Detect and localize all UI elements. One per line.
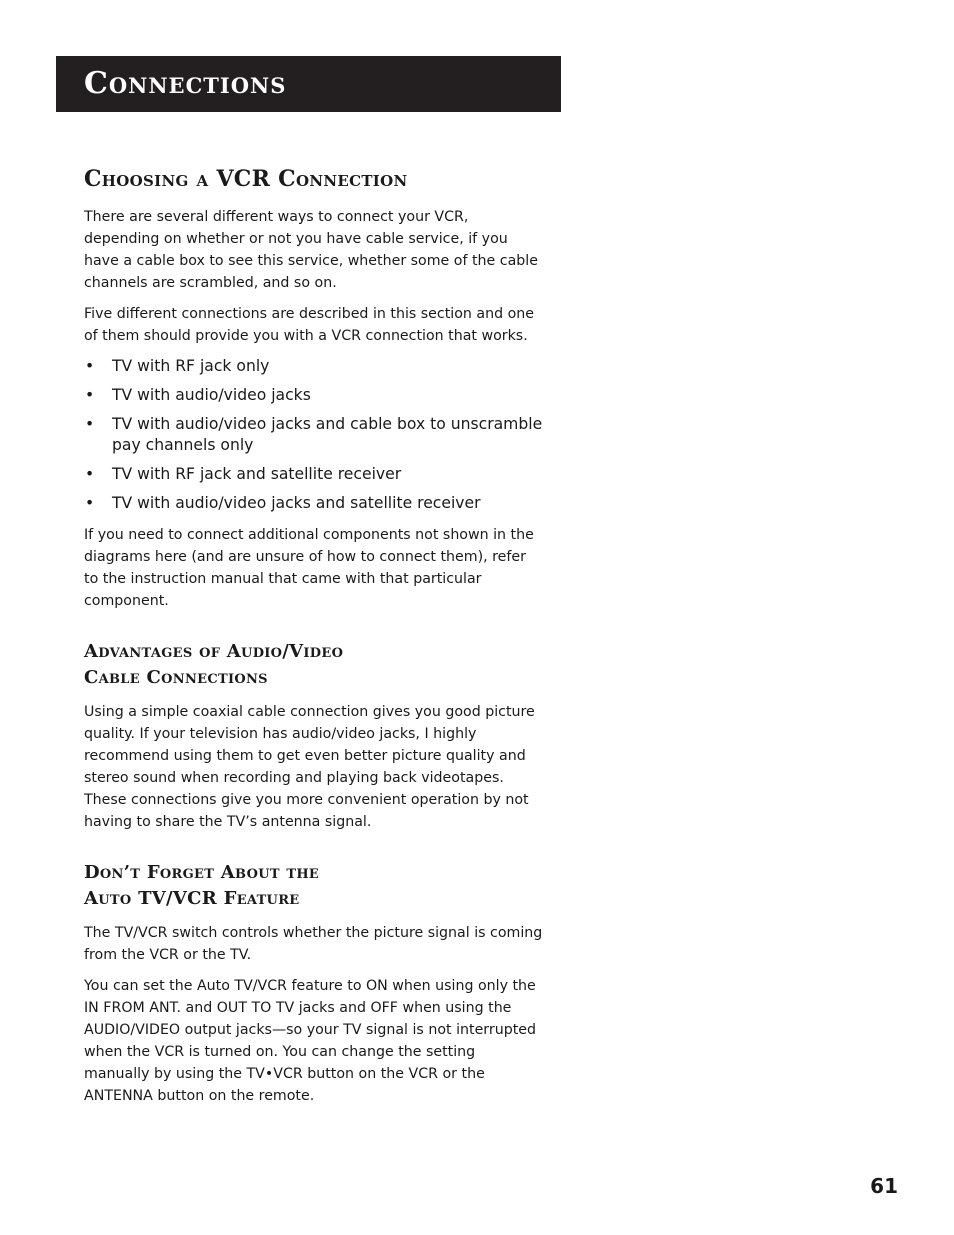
bullet-icon: • [85, 494, 95, 512]
heading-line: Cable Connections [84, 667, 268, 688]
list-item-text: TV with audio/video jacks and cable box to unscramble pay channels only [112, 415, 543, 454]
heading-line: Don’t Forget About the [84, 862, 320, 883]
choosing-paragraph-2: Five different connections are described in this section and one of them should provide you with a VCR connection that works. [84, 306, 534, 344]
bullet-icon: • [85, 386, 95, 404]
section-spacer [84, 621, 544, 639]
section-spacer [84, 842, 544, 860]
bullet-icon: • [85, 465, 95, 483]
heading-choosing-vcr-connection: Choosing a VCR Connection [84, 166, 408, 192]
choosing-paragraph-3: If you need to connect additional components not shown in the diagrams here (and are unsure of how to connect them), refer to the instruction manual that came with that particular component. [84, 527, 534, 609]
heading-auto-tv-vcr [84, 860, 544, 912]
heading-line: Auto TV/VCR Feature [84, 888, 300, 909]
list-item [84, 464, 544, 485]
list-item [84, 414, 544, 456]
list-item [84, 385, 544, 406]
page-title: Connections [84, 66, 287, 101]
heading-line: Advantages of Audio/Video [84, 641, 344, 662]
heading-advantages-av [84, 639, 544, 691]
list-item [84, 356, 544, 377]
list-item [84, 493, 544, 514]
list-item-text: TV with audio/video jacks [112, 386, 311, 404]
list-item-text: TV with RF jack and satellite receiver [112, 465, 402, 483]
bullet-icon: • [85, 357, 95, 375]
header-bar [56, 56, 561, 112]
list-item-text: TV with RF jack only [112, 357, 270, 375]
advantages-paragraph: Using a simple coaxial cable connection gives you good picture quality. If your television has audio/video jacks, I highly recommend using them to get even better picture quality and stereo sound when recording and playing back videotapes. These connections give you more convenient operation by not having to share the TV’s antenna signal. [84, 704, 535, 830]
connection-types-list [84, 356, 544, 514]
auto-paragraph-1: The TV/VCR switch controls whether the picture signal is coming from the VCR or the TV. [84, 925, 543, 963]
list-item-text: TV with audio/video jacks and satellite receiver [112, 494, 481, 512]
choosing-paragraph-1: There are several different ways to connect your VCR, depending on whether or not you have cable service, if you have a cable box to see this service, whether some of the cable channels are scrambled, and so on. [84, 209, 538, 291]
bullet-icon: • [85, 415, 95, 433]
main-content [84, 164, 544, 1116]
auto-paragraph-2: You can set the Auto TV/VCR feature to ON when using only the IN FROM ANT. and OUT TO TV jacks and OFF when using the AUDIO/VIDEO output jacks—so your TV signal is not interrupted when the VCR is turned on. You can change the setting manually by using the TV•VCR button on the VCR or the ANTENNA button on the remote. [84, 978, 537, 1104]
page-number: 61 [870, 1174, 898, 1198]
